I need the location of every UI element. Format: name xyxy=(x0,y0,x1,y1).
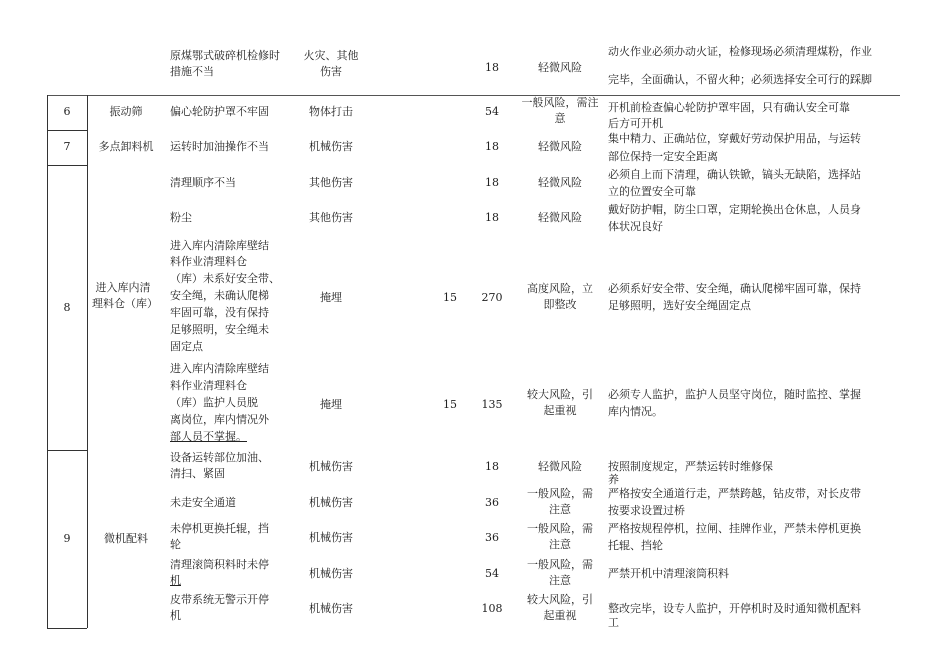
row-9-5-score: 108 xyxy=(481,602,503,615)
row-9-2-harm: 机械伤害 xyxy=(309,496,353,509)
row-9-3-level: 一般风险，需注意 xyxy=(527,522,593,551)
row-9-2-item-line: 未走安全通道 xyxy=(170,496,236,509)
top-row-measure-1: 动火作业必须办动火证，检修现场必须清理煤粉，作业 xyxy=(608,45,872,58)
row-9-5-item-line: 机 xyxy=(170,609,181,622)
row-8-4-score: 135 xyxy=(481,398,503,411)
row-divider-6 xyxy=(47,130,87,131)
row-8-3-harm: 掩埋 xyxy=(320,291,342,304)
row-8-2-score: 18 xyxy=(485,211,499,224)
top-row-item: 原煤鄂式破碎机检修时措施不当 xyxy=(170,49,280,78)
top-row-measure-2: 完毕，全面确认，不留火种；必须选择安全可行的踩脚 xyxy=(608,73,872,86)
row-9-1-score: 18 xyxy=(485,460,499,473)
row-6-measure-over: 开机前检查偏心轮防护罩牢固，只有确认安全可靠 xyxy=(608,101,850,114)
row-8-4-item-line: 部人员不掌握。 xyxy=(170,430,247,443)
table-top-rule xyxy=(47,95,900,96)
row-9-1-harm: 机械伤害 xyxy=(309,460,353,473)
row-7-measure-b: 部位保持一定安全距离 xyxy=(608,150,718,163)
row-6-measure: 后方可开机 xyxy=(608,117,663,130)
row-8-3-measure-b: 足够照明，选好安全绳固定点 xyxy=(608,299,751,312)
row-9-4-harm: 机械伤害 xyxy=(309,567,353,580)
row-9-5-item-line: 皮带系统无警示开停 xyxy=(170,593,269,606)
row-8-4-l: 15 xyxy=(443,398,457,411)
row-6-no: 6 xyxy=(63,105,71,118)
row-9-2-measure-a: 严格按安全通道行走，严禁跨越，钻皮带，对长皮带 xyxy=(608,487,861,500)
row-9-5-measure-b: 工 xyxy=(608,616,619,629)
row-7-harm: 机械伤害 xyxy=(309,140,353,153)
row-9-3-item-line: 轮 xyxy=(170,538,181,551)
row-8-3-item-line: （库）未系好安全带、 xyxy=(170,272,280,285)
row-8-3-item-line: 牢固可靠，没有保持 xyxy=(170,306,269,319)
no-column-border xyxy=(87,95,88,628)
row-8-equipment: 进入库内清理料仓（库） xyxy=(92,281,158,310)
row-8-no: 8 xyxy=(63,301,71,314)
row-9-4-level: 一般风险，需注意 xyxy=(527,558,593,587)
row-8-3-item-line: 固定点 xyxy=(170,340,203,353)
row-divider-7 xyxy=(47,165,87,166)
row-9-5-measure-a: 整改完毕，设专人监护，开停机时及时通知微机配料 xyxy=(608,602,861,615)
row-7-no: 7 xyxy=(63,140,71,153)
top-row-harm: 火灾、其他伤害 xyxy=(303,49,359,78)
row-8-1-level: 轻微风险 xyxy=(538,176,582,189)
row-8-4-level: 较大风险，引起重视 xyxy=(527,388,593,417)
row-8-1-item: 清理顺序不当 xyxy=(170,176,236,189)
row-9-4-item-line: 清理滚筒积料时未停 xyxy=(170,558,269,571)
row-9-1-measure-b: 养 xyxy=(608,473,619,486)
row-8-1-score: 18 xyxy=(485,176,499,189)
row-8-4-measure-a: 必须专人监护，监护人员坚守岗位，随时监控、掌握 xyxy=(608,388,861,401)
row-9-3-harm: 机械伤害 xyxy=(309,531,353,544)
row-9-no: 9 xyxy=(63,532,71,545)
row-8-3-item-line: 足够照明，安全绳未 xyxy=(170,323,269,336)
row-8-3-score: 270 xyxy=(481,291,503,304)
row-9-5-harm: 机械伤害 xyxy=(309,602,353,615)
row-9-equipment: 微机配料 xyxy=(104,532,148,545)
row-7-measure-a: 集中精力、正确站位，穿戴好劳动保护用品，与运转 xyxy=(608,132,861,145)
row-7-score: 18 xyxy=(485,140,499,153)
top-row-level: 轻微风险 xyxy=(538,61,582,74)
row-8-4-item-line: 进入库内清除库壁结 xyxy=(170,362,269,375)
row-9-1-item-line: 清扫、紧固 xyxy=(170,467,225,480)
row-9-4-score: 54 xyxy=(485,567,499,580)
row-8-3-item-line: 料作业清理料仓 xyxy=(170,255,247,268)
row-8-4-measure-b: 库内情况。 xyxy=(608,405,663,418)
row-9-1-item-line: 设备运转部位加油、 xyxy=(170,451,269,464)
row-9-4-item-line: 机 xyxy=(170,574,181,587)
row-9-1-measure-a: 按照制度规定，严禁运转时维修保 xyxy=(608,460,773,473)
row-9-2-score: 36 xyxy=(485,496,499,509)
row-8-4-item-line: 料作业清理料仓 xyxy=(170,379,247,392)
row-9-3-measure-a: 严格按规程停机，拉闸、挂牌作业，严禁未停机更换 xyxy=(608,522,861,535)
row-6-item: 偏心轮防护罩不牢固 xyxy=(170,105,269,118)
row-8-4-item-line: 离岗位，库内情况外 xyxy=(170,413,269,426)
row-8-4-harm: 掩埋 xyxy=(320,398,342,411)
row-9-4-measure-a: 严禁开机中清理滚筒积料 xyxy=(608,567,729,580)
row-8-3-item-line: 进入库内清除库壁结 xyxy=(170,239,269,252)
row-8-2-level: 轻微风险 xyxy=(538,211,582,224)
row-9-3-item-line: 未停机更换托辊，挡 xyxy=(170,522,269,535)
row-7-level: 轻微风险 xyxy=(538,140,582,153)
row-8-3-measure-a: 必须系好安全带、安全绳，确认爬梯牢固可靠，保持 xyxy=(608,282,861,295)
row-8-2-harm: 其他伤害 xyxy=(309,211,353,224)
row-7-item: 运转时加油操作不当 xyxy=(170,140,269,153)
row-7-equipment: 多点卸料机 xyxy=(98,140,154,153)
row-6-equipment: 振动筛 xyxy=(109,105,143,118)
row-divider-8 xyxy=(47,450,87,451)
row-9-2-measure-b: 按要求设置过桥 xyxy=(608,504,685,517)
row-9-3-score: 36 xyxy=(485,531,499,544)
row-8-3-level: 高度风险，立即整改 xyxy=(527,282,593,311)
row-8-1-measure-a: 必须自上而下清理，确认铁锨，镐头无缺陷，选择站 xyxy=(608,168,861,181)
row-9-5-level: 较大风险，引起重视 xyxy=(527,593,593,622)
table-left-border xyxy=(47,95,48,628)
row-8-3-l: 15 xyxy=(443,291,457,304)
row-6-level: 一般风险，需注意 xyxy=(521,96,599,125)
row-divider-9 xyxy=(47,628,87,629)
row-8-2-measure-b: 体状况良好 xyxy=(608,220,663,233)
row-9-1-level: 轻微风险 xyxy=(538,460,582,473)
top-row-score: 18 xyxy=(485,61,499,74)
row-9-3-measure-b: 托辊、挡轮 xyxy=(608,539,663,552)
row-6-score: 54 xyxy=(485,105,499,118)
row-8-3-item-line: 安全绳，未确认爬梯 xyxy=(170,289,269,302)
row-6-harm: 物体打击 xyxy=(309,105,353,118)
row-8-1-harm: 其他伤害 xyxy=(309,176,353,189)
row-8-4-item-line: （库）监护人员脱 xyxy=(170,396,258,409)
row-8-2-item: 粉尘 xyxy=(170,211,192,224)
row-8-2-measure-a: 戴好防护帽，防尘口罩，定期轮换出仓休息，人员身 xyxy=(608,203,861,216)
row-8-1-measure-b: 立的位置安全可靠 xyxy=(608,185,696,198)
row-9-2-level: 一般风险，需注意 xyxy=(527,487,593,516)
